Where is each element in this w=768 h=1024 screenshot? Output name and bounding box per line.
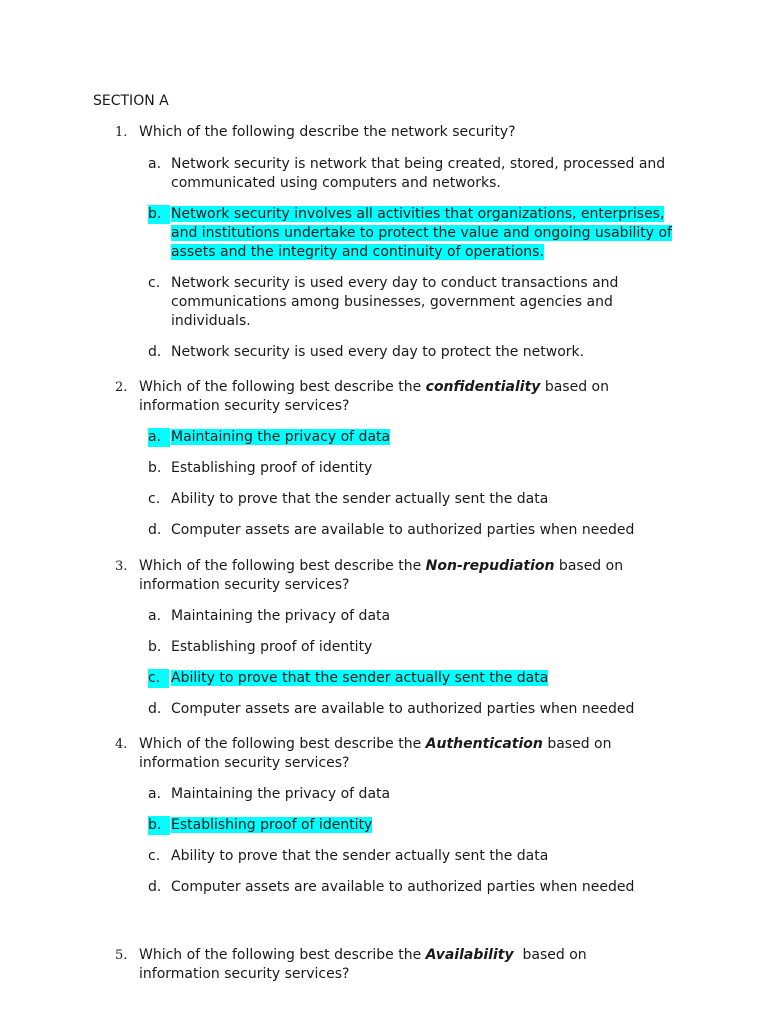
option-letter: a. [148, 428, 170, 447]
option-text: Ability to prove that the sender actually sent the data [171, 670, 549, 686]
option-b [148, 459, 676, 478]
option-text: Network security is network that being created, stored, processed and communicated using computers and networks. [171, 156, 666, 191]
question-4 [115, 735, 655, 909]
option-text: Establishing proof of identity [171, 639, 373, 655]
option-b [148, 816, 676, 835]
option-letter: d. [148, 879, 162, 895]
question-text: Which of the following describe the network security? [139, 124, 516, 140]
option-d [148, 878, 676, 897]
option-letter: d. [148, 522, 162, 538]
question-1 [115, 123, 672, 374]
option-d [148, 521, 676, 540]
option-text: Network security involves all activities that organizations, enterprises, and institutions undertake to protect the value and ongoing usability of assets and the integrity and continuity of operations. [171, 206, 672, 260]
question-number: 3. [115, 559, 128, 574]
options-list [148, 785, 655, 897]
question-5 [115, 946, 655, 984]
option-letter: b. [148, 816, 170, 835]
option-text: Computer assets are available to authorized parties when needed [171, 522, 635, 538]
option-b [148, 205, 676, 262]
option-a [148, 155, 676, 193]
question-emphasis: Authentication [425, 736, 543, 752]
options-list [148, 155, 672, 362]
option-text: Computer assets are available to authorized parties when needed [171, 879, 635, 895]
question-text: Which of the following best describe the confidentiality based on information security services? [139, 379, 609, 414]
question-text: Which of the following best describe the Availability based on information security services? [139, 947, 592, 982]
option-d [148, 343, 676, 362]
question-emphasis: confidentiality [425, 379, 541, 395]
question-number: 1. [115, 125, 128, 140]
option-c [148, 669, 676, 688]
option-text: Maintaining the privacy of data [171, 608, 391, 624]
question-number: 2. [115, 380, 128, 395]
question-text: Which of the following best describe the Authentication based on information security services? [139, 736, 612, 771]
option-text: Network security is used every day to conduct transactions and communications among businesses, government agencies and individuals. [171, 275, 619, 329]
option-text: Computer assets are available to authorized parties when needed [171, 701, 635, 717]
option-letter: a. [148, 786, 162, 802]
option-a [148, 785, 676, 804]
option-letter: c. [148, 669, 169, 688]
option-c [148, 847, 676, 866]
option-text: Maintaining the privacy of data [171, 786, 391, 802]
question-2 [115, 378, 655, 552]
question-number: 4. [115, 737, 128, 752]
question-emphasis: Non-repudiation [425, 558, 555, 574]
question-number: 5. [115, 948, 128, 963]
options-list [148, 607, 655, 719]
question-3 [115, 557, 655, 731]
section-title: SECTION A [93, 93, 169, 109]
option-c [148, 490, 676, 509]
option-letter: a. [148, 608, 162, 624]
option-text: Ability to prove that the sender actually sent the data [171, 848, 549, 864]
option-text: Network security is used every day to protect the network. [171, 344, 585, 360]
option-letter: b. [148, 639, 162, 655]
option-text: Establishing proof of identity [171, 817, 373, 833]
option-letter: c. [148, 275, 161, 291]
option-letter: d. [148, 344, 162, 360]
option-letter: a. [148, 156, 162, 172]
option-a [148, 607, 676, 626]
option-b [148, 638, 676, 657]
option-a [148, 428, 676, 447]
option-c [148, 274, 676, 331]
option-text: Maintaining the privacy of data [171, 429, 391, 445]
option-letter: c. [148, 848, 161, 864]
option-letter: b. [148, 205, 170, 224]
option-d [148, 700, 676, 719]
option-letter: c. [148, 491, 161, 507]
options-list [148, 428, 655, 540]
option-text: Ability to prove that the sender actually sent the data [171, 491, 549, 507]
question-text: Which of the following best describe the Non-repudiation based on information security services? [139, 558, 624, 593]
option-letter: b. [148, 460, 162, 476]
option-letter: d. [148, 701, 162, 717]
question-emphasis: Availability [425, 947, 514, 963]
option-text: Establishing proof of identity [171, 460, 373, 476]
